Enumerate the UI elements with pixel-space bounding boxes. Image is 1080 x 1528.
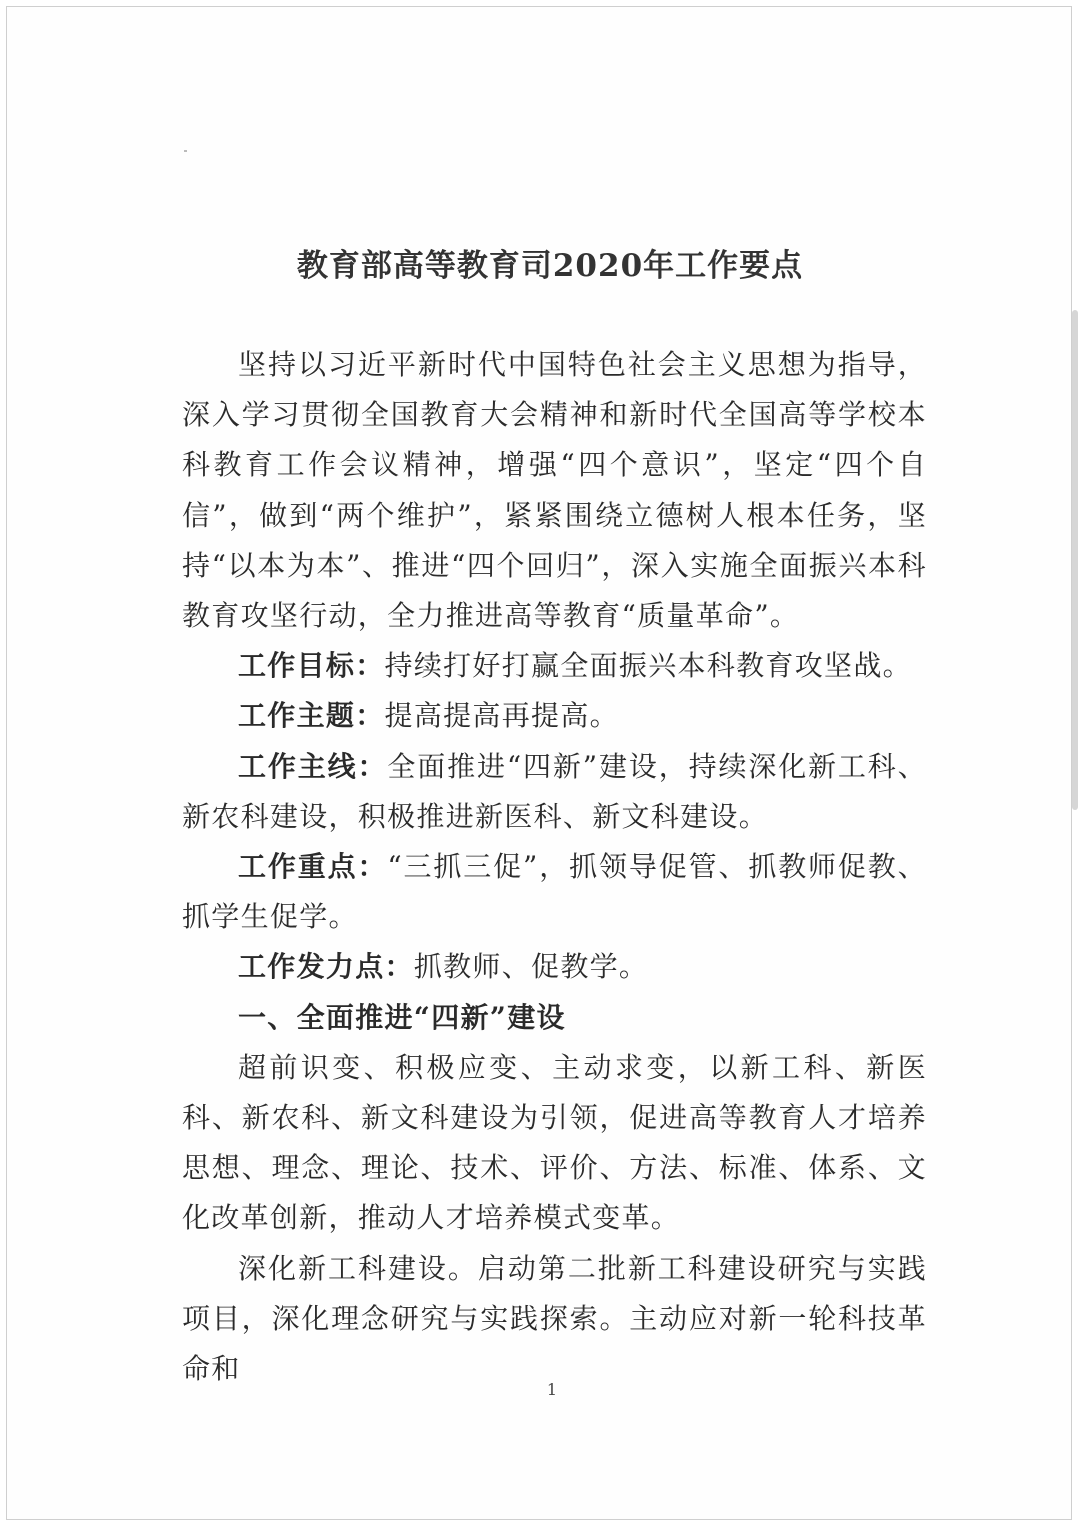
work-focus-text: “三抓三促”，抓领导促管、抓教师促教、抓学生促学。 — [182, 850, 927, 934]
work-effort-label: 工作发力点： — [238, 950, 414, 984]
document-body — [182, 340, 927, 1394]
work-mainline-label: 工作主线： — [238, 749, 388, 783]
work-effort-paragraph — [182, 942, 927, 992]
work-goal-text: 持续打好打赢全面振兴本科教育攻坚战。 — [384, 649, 912, 683]
intro-paragraph: 坚持以习近平新时代中国特色社会主义思想为指导，深入学习贯彻全国教育大会精神和新时代全国高等学校本科教育工作会议精神，增强“四个意识”，坚定“四个自信”，做到“两个维护”，紧紧围绕立德树人根本任务，坚持“以本为本”、推进“四个回归”，深入实施全面振兴本科教育攻坚行动，全力推进高等教育“质量革命”。 — [182, 348, 927, 633]
scan-speck — [184, 150, 187, 152]
work-focus-paragraph — [182, 842, 927, 942]
work-goal-paragraph — [182, 641, 927, 691]
work-goal-label: 工作目标： — [238, 649, 385, 683]
work-theme-paragraph — [182, 691, 927, 741]
section-1-heading: 一、全面推进“四新”建设 — [238, 1000, 566, 1034]
scrollbar[interactable] — [1072, 310, 1078, 810]
section-1-paragraph-1: 超前识变、积极应变、主动求变，以新工科、新医科、新农科、新文科建设为引领，促进高等教育人才培养思想、理念、理论、技术、评价、方法、标准、体系、文化改革创新，推动人才培养模式变革。 — [182, 1050, 927, 1235]
work-focus-label: 工作重点： — [238, 850, 388, 884]
work-effort-text: 抓教师、促教学。 — [413, 950, 649, 984]
section-1-paragraph-2: 深化新工科建设。启动第二批新工科建设研究与实践项目，深化理念研究与实践探索。主动应对新一轮科技革命和 — [182, 1251, 927, 1386]
work-theme-text: 提高提高再提高。 — [384, 699, 619, 733]
work-mainline-paragraph — [182, 742, 927, 842]
work-mainline-text: 全面推进“四新”建设，持续深化新工科、新农科建设，积极推进新医科、新文科建设。 — [182, 749, 927, 833]
page-number: 1 — [546, 1380, 558, 1399]
document-title: 教育部高等教育司2020年工作要点 — [296, 248, 804, 284]
work-theme-label: 工作主题： — [238, 699, 385, 733]
